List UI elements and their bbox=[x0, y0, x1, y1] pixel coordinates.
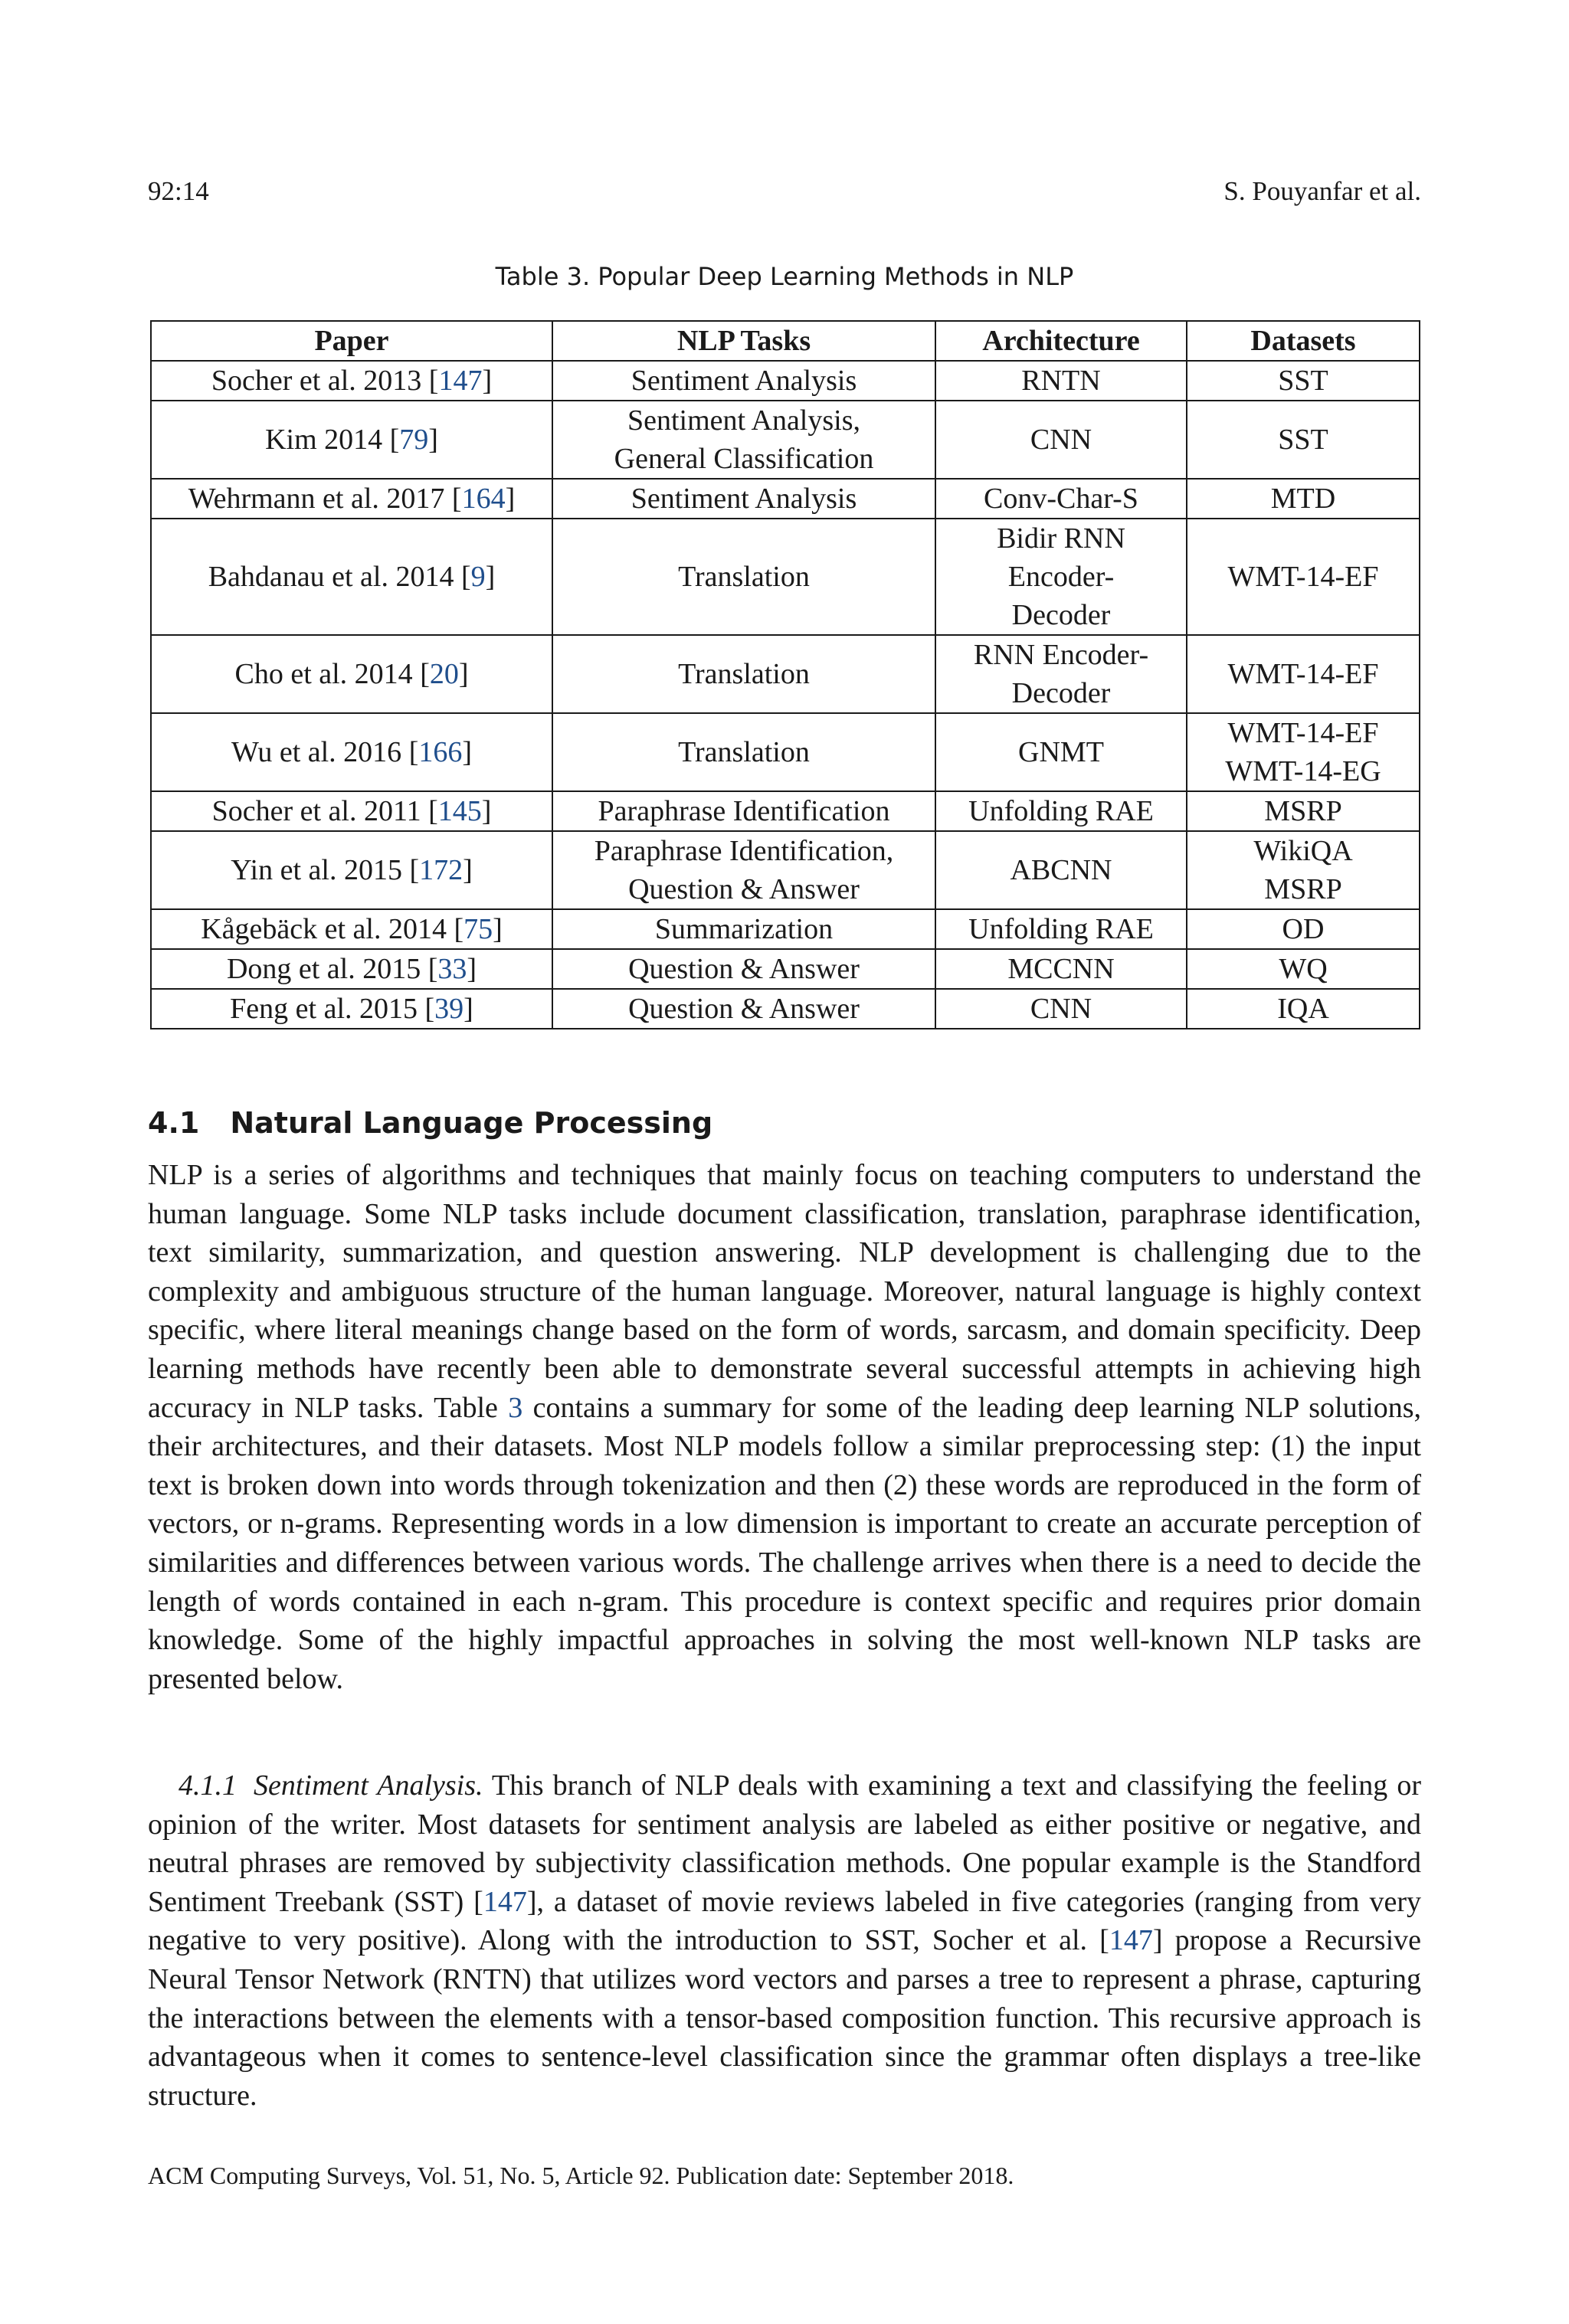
cell-nlp-tasks bbox=[552, 361, 935, 401]
column-header-paper: Paper bbox=[151, 321, 552, 361]
reference-link[interactable]: 147 bbox=[483, 1885, 527, 1918]
cell-architecture bbox=[935, 989, 1187, 1029]
cell-paper: Wu et al. 2016 [166] bbox=[151, 713, 552, 791]
cell-nlp-tasks bbox=[552, 949, 935, 989]
cell-paper: Socher et al. 2011 [145] bbox=[151, 791, 552, 831]
cell-line: Unfolding RAE bbox=[968, 795, 1154, 827]
cell-line: IQA bbox=[1277, 993, 1329, 1025]
subsection-number: 4.1.1 bbox=[179, 1769, 237, 1802]
paper-name: Socher et al. 2013 bbox=[211, 365, 422, 397]
paragraph-text: ], a dataset of movie reviews labeled in five categories (ranging from very negative to very positive). Along with the introduction to SST, Socher et al. [ bbox=[148, 1885, 1422, 1957]
cell-architecture bbox=[935, 791, 1187, 831]
cell-line: CNN bbox=[1030, 424, 1092, 456]
cell-line: Question & Answer bbox=[628, 993, 860, 1025]
section-title: Natural Language Processing bbox=[230, 1106, 713, 1140]
citation-link[interactable]: 79 bbox=[399, 424, 429, 456]
cell-line: WMT-14-EF bbox=[1227, 658, 1379, 690]
cell-line: Translation bbox=[678, 736, 810, 768]
cell-line: ABCNN bbox=[1010, 854, 1112, 886]
table-row bbox=[151, 713, 1420, 791]
paper-name: Feng et al. 2015 bbox=[230, 993, 418, 1025]
column-header-nlp-tasks: NLP Tasks bbox=[552, 321, 935, 361]
cell-nlp-tasks bbox=[552, 909, 935, 949]
cell-architecture bbox=[935, 713, 1187, 791]
cell-nlp-tasks bbox=[552, 401, 935, 479]
cell-line: WQ bbox=[1279, 953, 1328, 985]
cell-architecture bbox=[935, 519, 1187, 635]
cell-datasets bbox=[1187, 831, 1420, 909]
cell-line: Sentiment Analysis bbox=[631, 483, 857, 515]
paper-name: Kågebäck et al. 2014 bbox=[201, 913, 447, 945]
cell-line: Paraphrase Identification bbox=[598, 795, 890, 827]
cell-line: MTD bbox=[1270, 483, 1336, 515]
running-head bbox=[148, 176, 1421, 207]
cell-line: Question & Answer bbox=[628, 953, 860, 985]
paper-name: Dong et al. 2015 bbox=[226, 953, 421, 985]
table-row bbox=[151, 831, 1420, 909]
cell-line: SST bbox=[1278, 365, 1328, 397]
cell-architecture bbox=[935, 635, 1187, 713]
cell-paper: Bahdanau et al. 2014 [9] bbox=[151, 519, 552, 635]
cell-line: Conv-Char-S bbox=[984, 483, 1138, 515]
reference-link[interactable]: 3 bbox=[508, 1391, 523, 1424]
paragraph-text: This branch of NLP deals with examining a text and classifying the feeling or opinion of the writer. Most datasets for sentiment analysis are labeled as either positive or negative, and neutral phrases are removed by subjectivity classification methods. One popular example is the Standford Sentiment Treebank (SST) [ bbox=[148, 1769, 1422, 1918]
citation-link[interactable]: 75 bbox=[463, 913, 493, 945]
cell-line: OD bbox=[1282, 913, 1325, 945]
subsection-title: Sentiment Analysis. bbox=[254, 1769, 483, 1802]
cell-line: RNTN bbox=[1021, 365, 1101, 397]
cell-line: Translation bbox=[678, 561, 810, 593]
cell-line: RNN Encoder- bbox=[973, 639, 1149, 671]
cell-architecture bbox=[935, 949, 1187, 989]
cell-line: Question & Answer bbox=[628, 873, 860, 905]
cell-nlp-tasks bbox=[552, 989, 935, 1029]
paragraph-text: NLP is a series of algorithms and techniques that mainly focus on teaching computers to understand the human language. Some NLP tasks include document classification, translation, paraphrase identification, text similarity, summarization, and question answering. NLP development is challenging due to the complexity and ambiguous structure of the human language. Moreover, natural language is highly context specific, where literal meanings change based on the form of words, sarcasm, and domain specificity. Deep learning methods have recently been able to demonstrate several successful attempts in achieving high accuracy in NLP tasks. Table bbox=[148, 1159, 1421, 1424]
table-row bbox=[151, 401, 1420, 479]
paper-name: Bahdanau et al. 2014 bbox=[208, 561, 454, 593]
cell-line: WMT-14-EF bbox=[1227, 561, 1379, 593]
cell-nlp-tasks bbox=[552, 791, 935, 831]
table-row bbox=[151, 989, 1420, 1029]
cell-paper: Wehrmann et al. 2017 [164] bbox=[151, 479, 552, 519]
paper-name: Wehrmann et al. 2017 bbox=[188, 483, 445, 515]
section-number: 4.1 bbox=[148, 1106, 200, 1140]
citation-link[interactable]: 166 bbox=[418, 736, 463, 768]
citation-link[interactable]: 164 bbox=[461, 483, 506, 515]
cell-line: WMT-14-EF bbox=[1227, 717, 1379, 749]
cell-architecture bbox=[935, 909, 1187, 949]
table-row bbox=[151, 479, 1420, 519]
table-header-row bbox=[151, 321, 1420, 361]
paper-name: Wu et al. 2016 bbox=[231, 736, 402, 768]
table-row bbox=[151, 519, 1420, 635]
cell-line: WikiQA bbox=[1253, 835, 1353, 867]
cell-datasets bbox=[1187, 791, 1420, 831]
cell-line: SST bbox=[1278, 424, 1328, 456]
column-header-architecture: Architecture bbox=[935, 321, 1187, 361]
cell-line: Paraphrase Identification, bbox=[594, 835, 894, 867]
cell-architecture bbox=[935, 361, 1187, 401]
cell-line: Unfolding RAE bbox=[968, 913, 1154, 945]
cell-line: Decoder bbox=[1011, 599, 1111, 631]
cell-architecture bbox=[935, 479, 1187, 519]
table-row bbox=[151, 791, 1420, 831]
table-body bbox=[151, 361, 1420, 1029]
cell-nlp-tasks bbox=[552, 831, 935, 909]
cell-line: MSRP bbox=[1264, 795, 1342, 827]
cell-datasets bbox=[1187, 989, 1420, 1029]
cell-line: Decoder bbox=[1011, 677, 1111, 709]
cell-datasets bbox=[1187, 479, 1420, 519]
body-paragraph-2 bbox=[148, 1766, 1421, 2115]
cell-line: Summarization bbox=[654, 913, 834, 945]
cell-line: Sentiment Analysis bbox=[631, 365, 857, 397]
table-row bbox=[151, 909, 1420, 949]
reference-link[interactable]: 147 bbox=[1109, 1924, 1153, 1957]
table-row bbox=[151, 635, 1420, 713]
cell-line: MCCNN bbox=[1007, 953, 1115, 985]
paragraph-text: ] propose a Recursive Neural Tensor Network (RNTN) that utilizes word vectors and parses a tree to represent a phrase, capturing the interactions between the elements with a tensor-based composition function. This recursive approach is advantageous when it comes to sentence-level classification since the grammar often displays a tree-like structure. bbox=[148, 1924, 1421, 2112]
paper-name: Yin et al. 2015 bbox=[231, 854, 402, 886]
cell-line: General Classification bbox=[614, 443, 874, 475]
cell-paper: Kim 2014 [79] bbox=[151, 401, 552, 479]
table-row bbox=[151, 949, 1420, 989]
cell-datasets bbox=[1187, 519, 1420, 635]
cell-line: MSRP bbox=[1264, 873, 1342, 905]
paper-name: Kim 2014 bbox=[265, 424, 383, 456]
cell-line: Translation bbox=[678, 658, 810, 690]
citation-link[interactable]: 145 bbox=[437, 795, 482, 827]
paper-name: Cho et al. 2014 bbox=[234, 658, 413, 690]
page-number: 92:14 bbox=[148, 176, 209, 206]
cell-datasets bbox=[1187, 401, 1420, 479]
cell-nlp-tasks bbox=[552, 519, 935, 635]
body-paragraph-1 bbox=[148, 1156, 1421, 1698]
cell-line: Sentiment Analysis, bbox=[627, 404, 860, 437]
cell-line: Encoder- bbox=[1007, 561, 1115, 593]
citation-link[interactable]: 9 bbox=[470, 561, 486, 593]
running-head-authors: S. Pouyanfar et al. bbox=[1223, 176, 1421, 206]
table-caption: Table 3. Popular Deep Learning Methods in NLP bbox=[495, 262, 1074, 291]
cell-paper: Kågebäck et al. 2014 [75] bbox=[151, 909, 552, 949]
cell-architecture bbox=[935, 401, 1187, 479]
cell-line: WMT-14-EG bbox=[1225, 755, 1381, 787]
citation-link[interactable]: 172 bbox=[419, 854, 463, 886]
paragraph-text: contains a summary for some of the leading deep learning NLP solutions, their architectures, and their datasets. Most NLP models follow a similar preprocessing step: (1) the input text is broken down into words through tokenization and then (2) these words are reproduced in the form of vectors, or n-grams. Representing words in a low dimension is important to create an accurate perception of similarities and differences between various words. The challenge arrives when there is a need to decide the length of words contained in each n-gram. This procedure is context specific and requires prior domain knowledge. Some of the highly impactful approaches in solving the most well-known NLP tasks are presented below. bbox=[148, 1391, 1422, 1695]
cell-nlp-tasks bbox=[552, 479, 935, 519]
column-header-datasets: Datasets bbox=[1187, 321, 1420, 361]
nlp-methods-table bbox=[150, 320, 1420, 1029]
cell-nlp-tasks bbox=[552, 635, 935, 713]
cell-datasets bbox=[1187, 909, 1420, 949]
cell-line: CNN bbox=[1030, 993, 1092, 1025]
page-footer: ACM Computing Surveys, Vol. 51, No. 5, Article 92. Publication date: September 2018. bbox=[148, 2162, 1014, 2189]
cell-datasets bbox=[1187, 713, 1420, 791]
table-row bbox=[151, 361, 1420, 401]
cell-datasets bbox=[1187, 949, 1420, 989]
cell-paper: Cho et al. 2014 [20] bbox=[151, 635, 552, 713]
cell-line: Bidir RNN bbox=[997, 522, 1125, 555]
citation-link[interactable]: 39 bbox=[434, 993, 464, 1025]
cell-paper: Feng et al. 2015 [39] bbox=[151, 989, 552, 1029]
cell-datasets bbox=[1187, 635, 1420, 713]
cell-nlp-tasks bbox=[552, 713, 935, 791]
cell-paper: Yin et al. 2015 [172] bbox=[151, 831, 552, 909]
cell-line: GNMT bbox=[1018, 736, 1104, 768]
cell-paper: Socher et al. 2013 [147] bbox=[151, 361, 552, 401]
cell-paper: Dong et al. 2015 [33] bbox=[151, 949, 552, 989]
cell-datasets bbox=[1187, 361, 1420, 401]
cell-architecture bbox=[935, 831, 1187, 909]
section-heading bbox=[148, 1106, 712, 1140]
citation-link[interactable]: 20 bbox=[429, 658, 459, 690]
citation-link[interactable]: 33 bbox=[437, 953, 467, 985]
citation-link[interactable]: 147 bbox=[438, 365, 483, 397]
paper-name: Socher et al. 2011 bbox=[211, 795, 421, 827]
